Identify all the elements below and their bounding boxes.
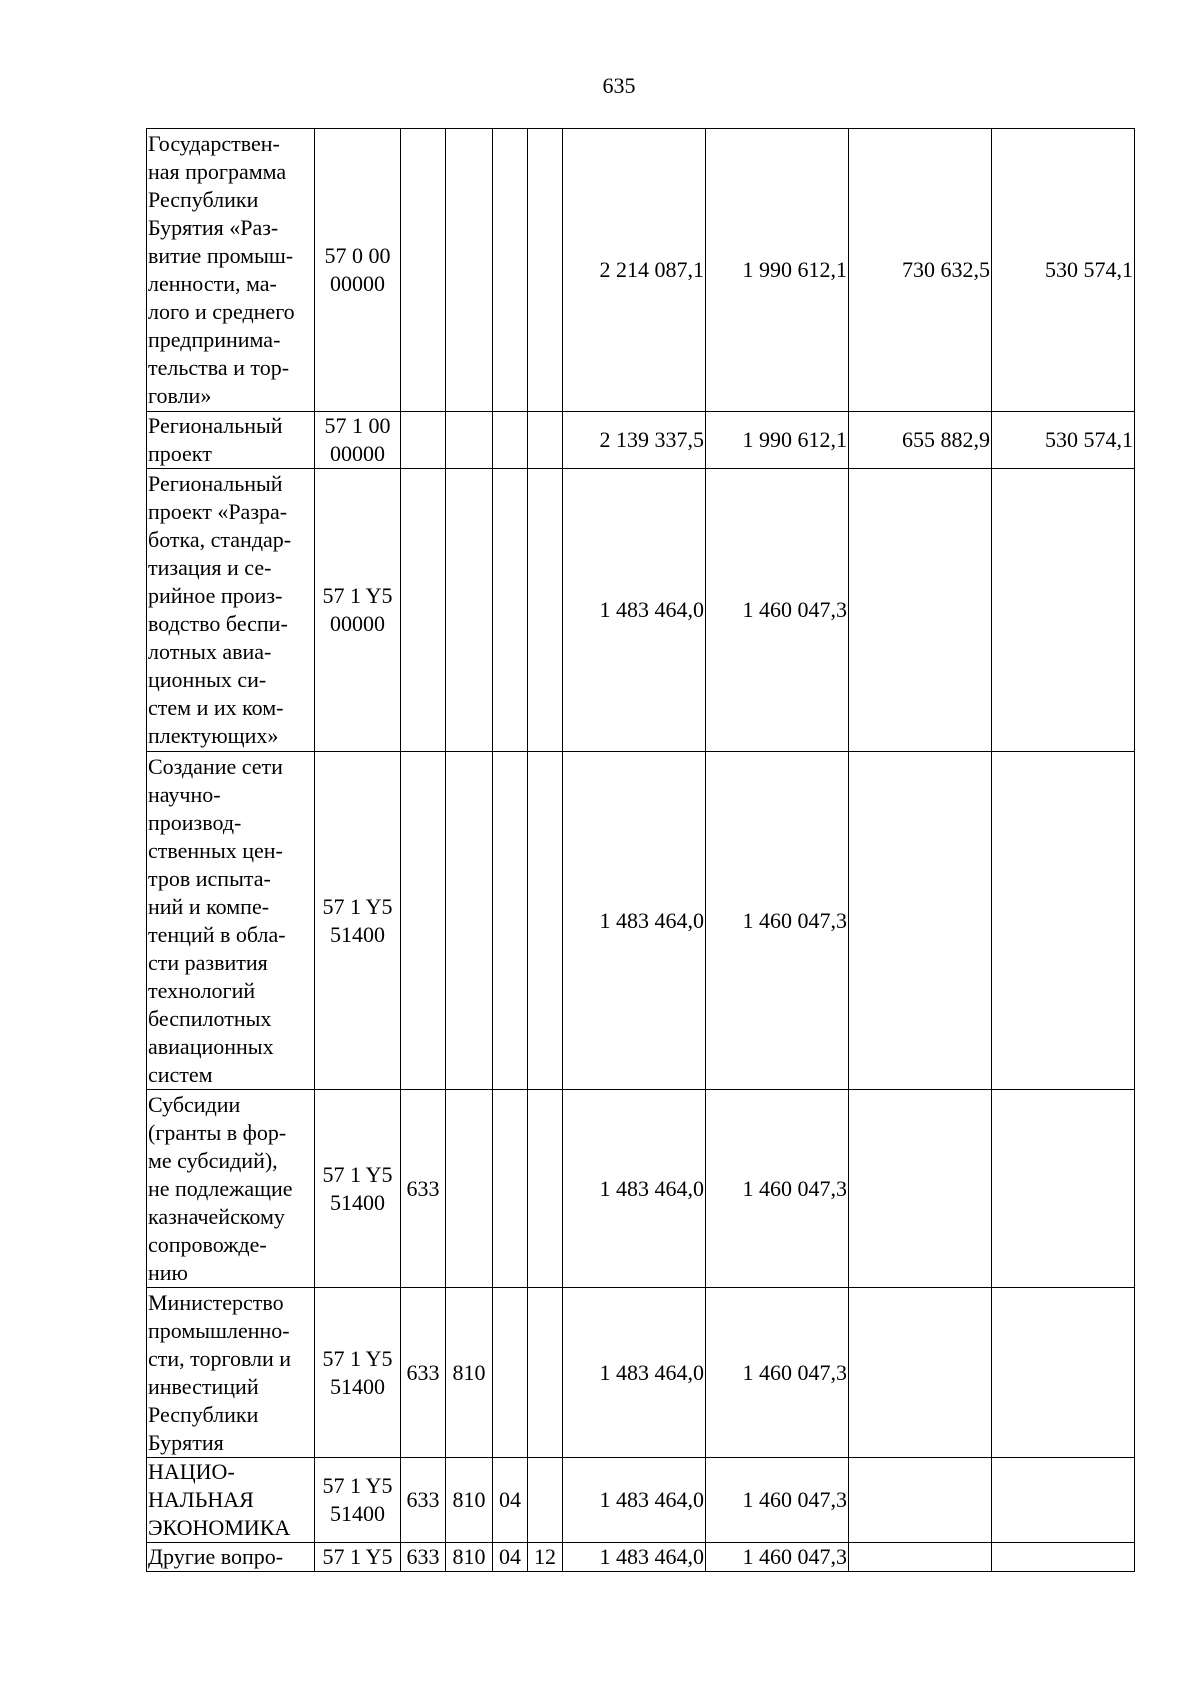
grbs-cell: 633 xyxy=(401,1090,446,1288)
subsection-cell xyxy=(493,129,528,412)
amount-1-cell: 1 483 464,0 xyxy=(563,469,706,752)
expense-type-cell xyxy=(528,1090,563,1288)
table-row xyxy=(147,1090,1135,1288)
table-row xyxy=(147,129,1135,412)
expense-type-cell xyxy=(528,412,563,469)
amount-4-cell xyxy=(992,469,1135,752)
subsection-cell: 04 xyxy=(493,1458,528,1543)
subsection-cell: 04 xyxy=(493,1543,528,1572)
subsection-cell xyxy=(493,412,528,469)
amount-4-cell: 530 574,1 xyxy=(992,129,1135,412)
amount-4-cell xyxy=(992,1543,1135,1572)
amount-3-cell xyxy=(849,752,992,1090)
grbs-cell: 633 xyxy=(401,1288,446,1458)
amount-2-cell: 1 460 047,3 xyxy=(706,1543,849,1572)
amount-4-cell: 530 574,1 xyxy=(992,412,1135,469)
amount-1-cell: 2 214 087,1 xyxy=(563,129,706,412)
grbs-cell: 633 xyxy=(401,1543,446,1572)
section-cell: 810 xyxy=(446,1458,493,1543)
table-row xyxy=(147,1458,1135,1543)
amount-3-cell xyxy=(849,1090,992,1288)
amount-1-cell: 2 139 337,5 xyxy=(563,412,706,469)
section-cell xyxy=(446,412,493,469)
expense-type-cell xyxy=(528,129,563,412)
amount-3-cell xyxy=(849,1543,992,1572)
amount-1-cell: 1 483 464,0 xyxy=(563,1090,706,1288)
amount-1-cell: 1 483 464,0 xyxy=(563,1458,706,1543)
grbs-cell xyxy=(401,129,446,412)
expense-type-cell xyxy=(528,1458,563,1543)
amount-2-cell: 1 460 047,3 xyxy=(706,469,849,752)
row-name-cell: Министерство промышленно- сти, торговли и инвестиций Республики Бурятия xyxy=(147,1288,315,1458)
expense-type-cell xyxy=(528,752,563,1090)
target-article-cell: 57 1 Y5 xyxy=(315,1543,401,1572)
target-article-cell: 57 0 00 00000 xyxy=(315,129,401,412)
amount-2-cell: 1 460 047,3 xyxy=(706,1458,849,1543)
target-article-cell: 57 1 Y5 00000 xyxy=(315,469,401,752)
row-name-cell: Другие вопро- xyxy=(147,1543,315,1572)
section-cell xyxy=(446,469,493,752)
amount-1-cell: 1 483 464,0 xyxy=(563,1288,706,1458)
grbs-cell xyxy=(401,469,446,752)
target-article-cell: 57 1 Y5 51400 xyxy=(315,1288,401,1458)
target-article-cell: 57 1 00 00000 xyxy=(315,412,401,469)
amount-1-cell: 1 483 464,0 xyxy=(563,752,706,1090)
target-article-cell: 57 1 Y5 51400 xyxy=(315,1090,401,1288)
section-cell: 810 xyxy=(446,1288,493,1458)
table-row xyxy=(147,1288,1135,1458)
section-cell xyxy=(446,1090,493,1288)
row-name-cell: Региональный проект «Разра- ботка, стандар- тизация и се- рийное произ- водство беспи- лотных авиа- ционных си- стем и их ком- плектующих» xyxy=(147,469,315,752)
table-row xyxy=(147,752,1135,1090)
section-cell xyxy=(446,752,493,1090)
section-cell: 810 xyxy=(446,1543,493,1572)
amount-3-cell xyxy=(849,1458,992,1543)
amount-2-cell: 1 990 612,1 xyxy=(706,412,849,469)
row-name-cell: Региональный проект xyxy=(147,412,315,469)
target-article-cell: 57 1 Y5 51400 xyxy=(315,752,401,1090)
amount-4-cell xyxy=(992,1090,1135,1288)
target-article-cell: 57 1 Y5 51400 xyxy=(315,1458,401,1543)
row-name-cell: Субсидии (гранты в фор- ме субсидий), не подлежащие казначейскому сопровожде- нию xyxy=(147,1090,315,1288)
subsection-cell xyxy=(493,752,528,1090)
amount-3-cell xyxy=(849,469,992,752)
grbs-cell xyxy=(401,752,446,1090)
table-row xyxy=(147,469,1135,752)
amount-3-cell xyxy=(849,1288,992,1458)
table-row xyxy=(147,412,1135,469)
budget-table xyxy=(146,128,1135,1572)
expense-type-cell: 12 xyxy=(528,1543,563,1572)
amount-2-cell: 1 460 047,3 xyxy=(706,752,849,1090)
row-name-cell: Создание сети научно- производ- ственных цен- тров испыта- ний и компе- тенций в обла- сти развития технологий беспилотных авиационных систем xyxy=(147,752,315,1090)
amount-3-cell: 655 882,9 xyxy=(849,412,992,469)
amount-1-cell: 1 483 464,0 xyxy=(563,1543,706,1572)
amount-4-cell xyxy=(992,1458,1135,1543)
subsection-cell xyxy=(493,469,528,752)
row-name-cell: Государствен- ная программа Республики Бурятия «Раз- витие промыш- ленности, ма- лого и среднего предпринима- тельства и тор- говли» xyxy=(147,129,315,412)
grbs-cell: 633 xyxy=(401,1458,446,1543)
subsection-cell xyxy=(493,1288,528,1458)
page-number: 635 xyxy=(602,73,636,98)
section-cell xyxy=(446,129,493,412)
expense-type-cell xyxy=(528,469,563,752)
amount-2-cell: 1 990 612,1 xyxy=(706,129,849,412)
amount-2-cell: 1 460 047,3 xyxy=(706,1288,849,1458)
amount-4-cell xyxy=(992,752,1135,1090)
amount-3-cell: 730 632,5 xyxy=(849,129,992,412)
amount-2-cell: 1 460 047,3 xyxy=(706,1090,849,1288)
expense-type-cell xyxy=(528,1288,563,1458)
table-row xyxy=(147,1543,1135,1572)
subsection-cell xyxy=(493,1090,528,1288)
row-name-cell: НАЦИО- НАЛЬНАЯ ЭКОНОМИКА xyxy=(147,1458,315,1543)
grbs-cell xyxy=(401,412,446,469)
amount-4-cell xyxy=(992,1288,1135,1458)
